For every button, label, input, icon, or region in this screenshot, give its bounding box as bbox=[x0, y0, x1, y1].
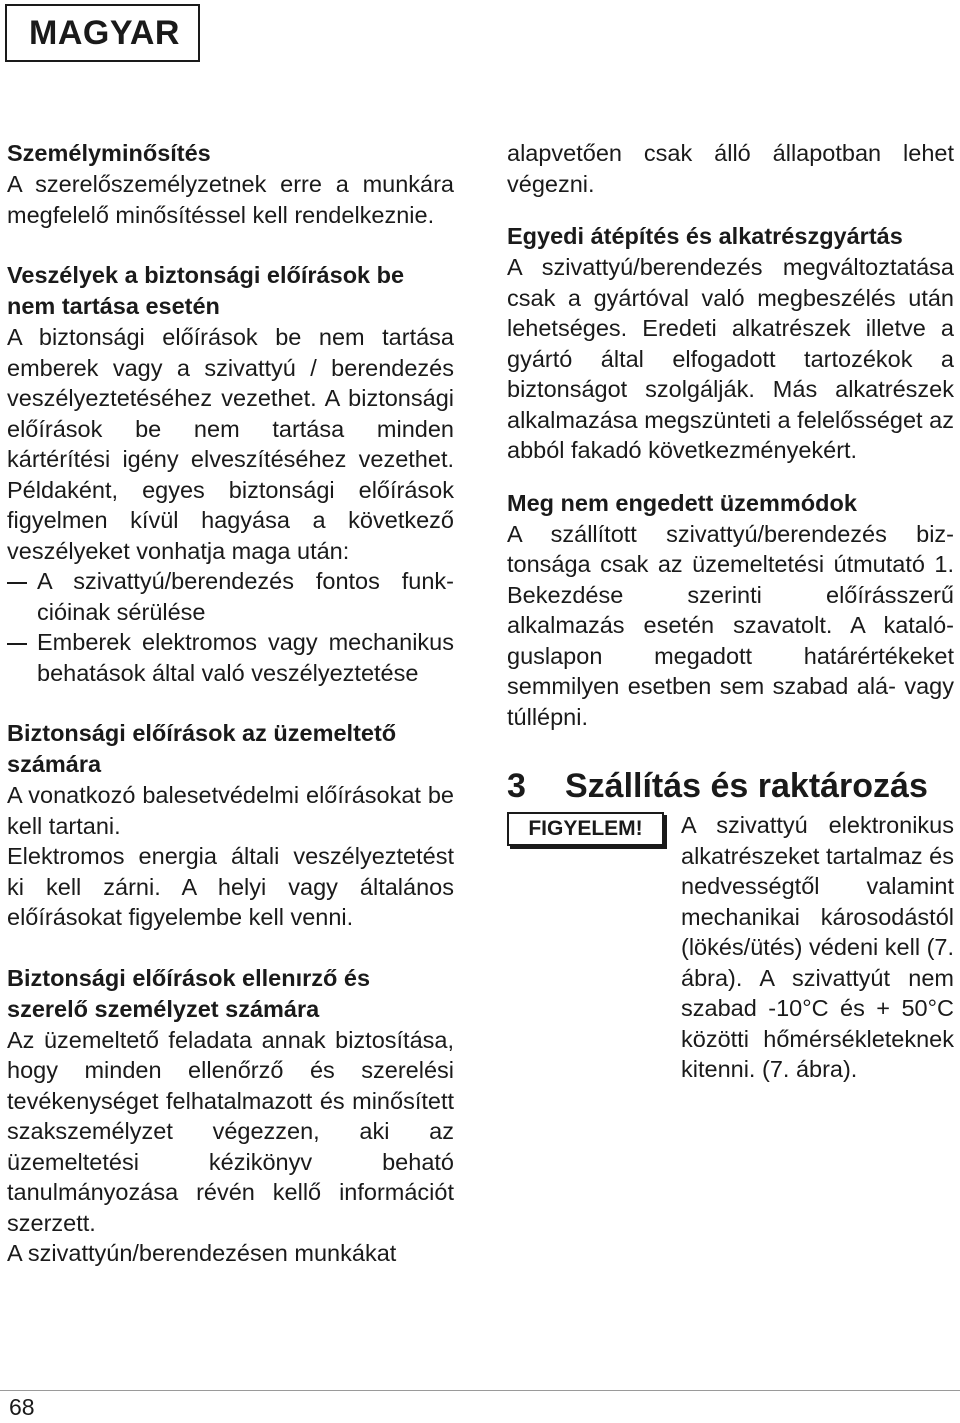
left-column bbox=[7, 138, 454, 1269]
paragraph-inspection-staff-2: A szivattyún/berendezésen munkákat bbox=[7, 1240, 397, 1266]
paragraph-modification: A szivattyú/berendezés megváltoztatása csak a gyártóval való megbeszélés után lehetséges. Eredeti alkatrészek illetve a gyártó által elfogadott tartozékok a biztonságot szolgálják. Más alkatrészek alkalmazása megszünteti a felelősséget az abból fakadó következményekért. bbox=[507, 254, 954, 463]
warning-text: A szivattyú elektronikus alkatrészeket tartalmaz és nedvességtől valamint mechanikai károsodástól (lökés/ütés) védeni kell (7. ábra). A szivattyút nem szabad -10°C és + 50°C közötti hőmérsékleteknek kitenni. (7. ábra). bbox=[681, 812, 954, 1082]
paragraph-inspection-staff-1: Az üzemeltető feladata annak biztosítása, hogy minden ellenőrző és szerelési tevékenységet felhatalmazott és minősített szakszemélyzet végezzen, aki az üzemeltetési kézikönyv beható tanulmányozása révén kellő információt szerzett. bbox=[7, 1026, 454, 1236]
warning-block bbox=[507, 810, 954, 1085]
hazard-list bbox=[7, 566, 454, 688]
footer-divider bbox=[0, 1390, 960, 1391]
right-column bbox=[507, 138, 954, 1085]
paragraph-prohibited-modes: A szállított szivattyú/berendezés biztonsága csak az üzemeltetési útmutató 1. Bekezdése szerinti előírásszerű alkalmazás esetén szavatolt. A katalóguslapon megadott határértékeket semmilyen esetben sem szabad alá- vagy túllépni. bbox=[507, 520, 954, 730]
paragraph-operator-safety-2: Elektromos energia általi veszélyeztetést ki kell zárni. A helyi vagy általános előírásokat figyelembe kell venni. bbox=[7, 843, 454, 930]
language-label: MAGYAR bbox=[5, 4, 200, 62]
warning-badge: FIGYELEM! bbox=[507, 812, 664, 846]
list-item: Emberek elektromos vagy mechanikus behatások által való veszélyeztetése bbox=[7, 627, 454, 688]
section-title: Szállítás és raktározás bbox=[565, 767, 928, 805]
heading-operator-safety: Biztonsági előírások az üzemeltető számára bbox=[7, 720, 397, 777]
list-item: A szivattyú/berendezés fontos funkcióinak sérülése bbox=[7, 566, 454, 627]
paragraph-personnel-qualification: A szerelőszemélyzetnek erre a munkára megfelelő minősítéssel kell rendelkeznie. bbox=[7, 171, 454, 228]
heading-modification: Egyedi átépítés és alkatrészgyártás bbox=[507, 223, 903, 249]
paragraph-operator-safety-1: A vonatkozó balesetvédelmi előírásokat be kell tartani. bbox=[7, 782, 454, 839]
section-heading bbox=[507, 766, 954, 806]
page-number: 68 bbox=[9, 1394, 35, 1420]
heading-inspection-staff-safety: Biztonsági előírások ellenırző és szerelő személyzet számára bbox=[7, 964, 371, 1022]
section-number: 3 bbox=[507, 767, 526, 805]
paragraph-safety-noncompliance: A biztonsági előírások be nem tartása emberek vagy a szivattyú / berendezés veszélyeztetéséhez vezethet. A biztonsági előírások be nem tartása minden kártérítési igény elveszítéséhez vezethet. Példaként, egyes biztonsági előírások figyelmen kívül hagyása a következő veszélyeket vonhatja maga után: bbox=[7, 324, 454, 564]
paragraph-continuation: alapvetően csak álló állapotban lehet végezni. bbox=[507, 140, 954, 197]
heading-safety-noncompliance: Veszélyek a biztonsági előírások be nem tartása esetén bbox=[7, 262, 405, 319]
heading-prohibited-modes: Meg nem engedett üzemmódok bbox=[507, 489, 857, 516]
heading-personnel-qualification: Személyminősítés bbox=[7, 140, 211, 166]
